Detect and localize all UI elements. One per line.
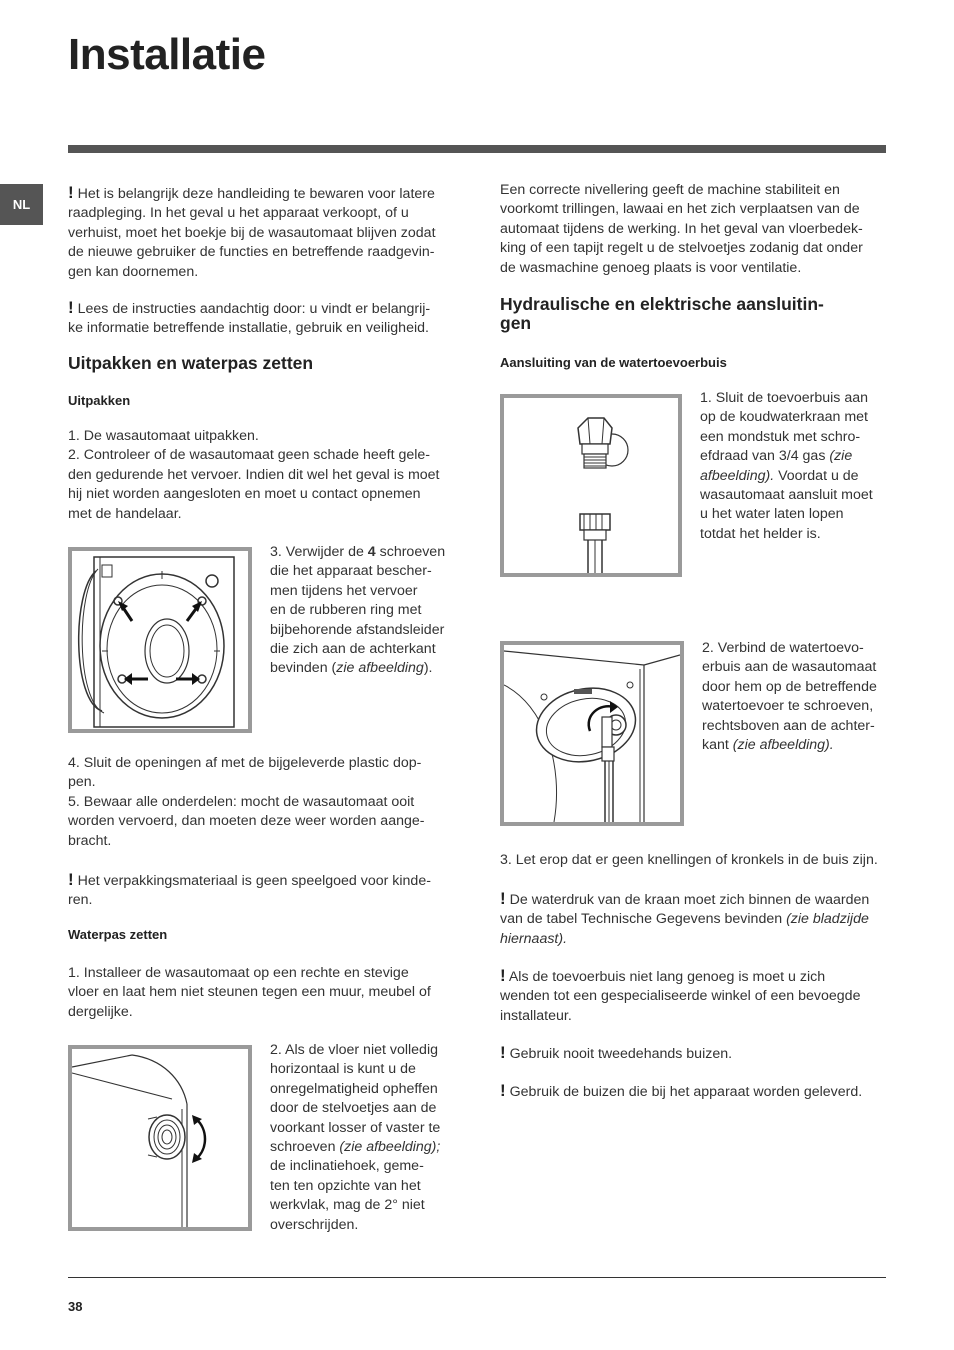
warning-mark: ! bbox=[500, 1081, 506, 1100]
page-number: 38 bbox=[68, 1299, 83, 1314]
warning-mark: ! bbox=[68, 183, 74, 202]
footer-divider bbox=[68, 1277, 886, 1278]
water-step2: 2. Verbind de watertoevo- erbuis aan de wasautomaat door hem op de betreffende watertoevoer te schroeven, rechtsboven aan de achter- kant (zie afbeelding). bbox=[702, 640, 877, 754]
unpack-steps-4-5: 4. Sluit de openingen af met de bijgeleverde plastic dop- pen. 5. Bewaar alle onderdelen: mocht de wasautomaat ooit worden vervoerd, dan moeten deze weer worden aange- bracht. bbox=[68, 755, 425, 849]
warning-mark: ! bbox=[500, 966, 506, 985]
figure-machine-inlet bbox=[500, 641, 684, 826]
note-packaging: ! Het verpakkingsmateriaal is geen speelgoed voor kinde- ren. bbox=[68, 870, 431, 909]
level-step2: 2. Als de vloer niet volledig horizontaal is kunt u de onregelmatigheid opheffen door de stelvoetjes aan de voorkant losser of vaster te schroeven (zie afbeelding); de inclinatiehoek, geme- ten ten opzichte van het werkvlak, mag de 2° niet overschrijden. bbox=[270, 1042, 441, 1233]
figure-tap-connector bbox=[500, 394, 682, 577]
warning-mark: ! bbox=[500, 1043, 506, 1062]
subheading-level: Waterpas zetten bbox=[68, 927, 168, 942]
machine-inlet-illustration bbox=[504, 645, 680, 822]
tap-connector-illustration bbox=[504, 398, 678, 573]
note-use-supplied-hoses: ! Gebruik de buizen die bij het apparaat worden geleverd. bbox=[500, 1081, 863, 1100]
header-divider bbox=[68, 145, 886, 153]
level-paragraph: Een correcte nivellering geeft de machine stabiliteit en voorkomt trillingen, lawaai en het zich verplaatsen van de automaat tijdens de werking. In het geval van vloerbedek- king of een tapijt regelt u de stelvoetjes zodanig dat onder de wasmachine genoeg plaats is voor ventilatie. bbox=[500, 182, 863, 276]
note-water-pressure: ! De waterdruk van de kraan moet zich binnen de waarden van de tabel Technische Gegevens bevinden (zie bladzijde hiernaast). bbox=[500, 889, 870, 947]
note-hose-length: ! Als de toevoerbuis niet lang genoeg is moet u zich wenden tot een gespecialiseerde winkel of een bevoegde installateur. bbox=[500, 966, 861, 1024]
language-tab: NL bbox=[0, 184, 43, 225]
unpack-steps: 1. De wasautomaat uitpakken. 2. Controleer of de wasautomaat geen schade heeft gele- den gedurende het vervoer. Indien dit wel het geval is moet hij niet worden aangesloten en moet u contact opnemen met de handelaar. bbox=[68, 428, 440, 522]
section-heading-unpack: Uitpakken en waterpas zetten bbox=[68, 353, 314, 373]
note-read-instructions: ! Lees de instructies aandachtig door: u vindt er belangrij- ke informatie betreffende installatie, gebruik en veiligheid. bbox=[68, 298, 431, 337]
page-title: Installatie bbox=[68, 30, 266, 79]
note-keep-manual: ! Het is belangrijk deze handleiding te bewaren voor latere raadpleging. In het geval u het apparaat verkoopt, of u verhuist, moet het boekje bij de wasautomaat blijven zodat de nieuwe gebruiker de functies en betreffende raadgevin- gen kan doornemen. bbox=[68, 183, 436, 280]
level-step1: 1. Installeer de wasautomaat op een rechte en stevige vloer en laat hem niet steunen tegen een muur, meubel of dergelijke. bbox=[68, 965, 431, 1020]
machine-back-illustration bbox=[72, 551, 248, 729]
water-step1: 1. Sluit de toevoerbuis aan op de koudwaterkraan met een mondstuk met schro- efdraad van 3/4 gas (zie afbeelding). Voordat u de wasautomaat aansluit moet u het water laten lopen totdat het helder is. bbox=[700, 390, 873, 542]
note-no-used-hoses: ! Gebruik nooit tweedehands buizen. bbox=[500, 1043, 733, 1062]
unpack-step3: 3. Verwijder de 4 schroeven die het apparaat bescher- men tijdens het vervoer en de rubberen ring met bijbehorende afstandsleider die zich aan de achterkant bevinden (zie afbeelding). bbox=[270, 544, 446, 677]
leveling-foot-illustration bbox=[72, 1049, 248, 1227]
figure-machine-back-screws bbox=[68, 547, 252, 733]
subheading-water-supply: Aansluiting van de watertoevoerbuis bbox=[500, 355, 727, 370]
water-step3: 3. Let erop dat er geen knellingen of kronkels in de buis zijn. bbox=[500, 852, 878, 868]
warning-mark: ! bbox=[500, 889, 506, 908]
warning-mark: ! bbox=[68, 870, 74, 889]
subheading-unpack: Uitpakken bbox=[68, 393, 131, 408]
figure-leveling-foot bbox=[68, 1045, 252, 1231]
section-heading-hydraulic: Hydraulische en elektrische aansluitin- gen bbox=[500, 294, 824, 333]
warning-mark: ! bbox=[68, 298, 74, 317]
